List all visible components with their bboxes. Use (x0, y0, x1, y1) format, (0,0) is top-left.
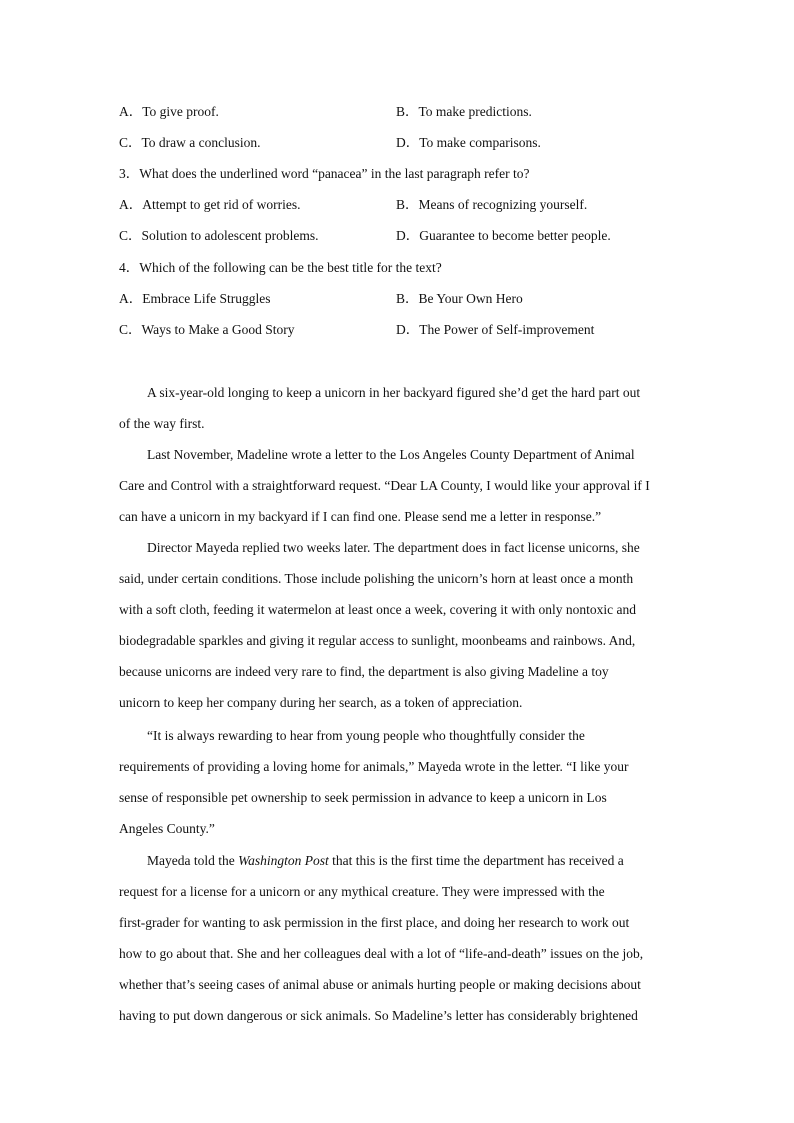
paragraph-line: said, under certain conditions. Those include polishing the unicorn’s horn at least once a month (119, 571, 634, 586)
q3-options-row-1 (119, 195, 679, 215)
q3-option-d[interactable]: D．Guarantee to become better people. (396, 228, 611, 243)
text-fragment: that this is the first time the department has received a (328, 853, 624, 868)
text-fragment: Mayeda told the (147, 853, 239, 868)
paragraph-line: whether that’s seeing cases of animal abuse or animals hurting people or making decisions about (119, 977, 641, 992)
paragraph-line (119, 845, 675, 876)
q4-option-d[interactable]: D．The Power of Self-improvement (396, 322, 595, 337)
paragraph-line: because unicorns are indeed very rare to find, the department is also giving Madeline a toy (119, 664, 609, 679)
paragraph-line: A six-year-old longing to keep a unicorn in her backyard figured she’d get the hard part out (147, 385, 641, 400)
paragraph-line: Last November, Madeline wrote a letter to the Los Angeles County Department of Animal (147, 447, 635, 462)
paragraph-line: of the way first. (119, 416, 205, 431)
q2-option-c[interactable]: C．To draw a conclusion. (119, 135, 261, 150)
paragraph-line: Director Mayeda replied two weeks later. The department does in fact license unicorns, she (147, 540, 640, 555)
paragraph-line: “It is always rewarding to hear from young people who thoughtfully consider the (147, 728, 585, 743)
paragraph-line: Care and Control with a straightforward request. “Dear LA County, I would like your approval if I (119, 478, 650, 493)
newspaper-name: Washington Post (238, 853, 329, 868)
q3-text: 3．What does the underlined word “panacea” in the last paragraph refer to? (119, 166, 530, 181)
q4-option-a[interactable]: A．Embrace Life Struggles (119, 291, 271, 306)
q4-option-c[interactable]: C．Ways to Make a Good Story (119, 322, 295, 337)
paragraph-line: first-grader for wanting to ask permission in the first place, and doing her research to work out (119, 915, 630, 930)
q3-option-a[interactable]: A．Attempt to get rid of worries. (119, 197, 301, 212)
paragraph-line: can have a unicorn in my backyard if I can find one. Please send me a letter in response.” (119, 509, 602, 524)
q4-options-row-1 (119, 289, 679, 309)
q2-options-row-1 (119, 102, 679, 122)
q3-option-b[interactable]: B．Means of recognizing yourself. (396, 197, 588, 212)
q4-options-row-2 (119, 320, 679, 340)
q4-option-b[interactable]: B．Be Your Own Hero (396, 291, 523, 306)
paragraph-line: how to go about that. She and her colleagues deal with a lot of “life-and-death” issues on the job, (119, 946, 644, 961)
passage-paragraph-2 (119, 439, 675, 532)
paragraph-line: Angeles County.” (119, 821, 215, 836)
paragraph-line: request for a license for a unicorn or any mythical creature. They were impressed with the (119, 884, 605, 899)
paragraph-line: with a soft cloth, feeding it watermelon at least once a week, covering it with only nontoxic and (119, 602, 636, 617)
q2-options-row-2 (119, 133, 679, 153)
q4-text: 4．Which of the following can be the best title for the text? (119, 260, 442, 275)
q2-option-b[interactable]: B．To make predictions. (396, 104, 532, 119)
q2-option-a[interactable]: A．To give proof. (119, 104, 219, 119)
paragraph-line: unicorn to keep her company during her search, as a token of appreciation. (119, 695, 523, 710)
passage-paragraph-3 (119, 532, 675, 718)
passage-paragraph-4 (119, 720, 675, 844)
passage-paragraph-1 (119, 377, 675, 439)
passage-paragraph-5 (119, 845, 675, 1031)
q2-option-d[interactable]: D．To make comparisons. (396, 135, 541, 150)
paragraph-line: having to put down dangerous or sick animals. So Madeline’s letter has considerably brightened (119, 1008, 638, 1023)
paragraph-line: biodegradable sparkles and giving it regular access to sunlight, moonbeams and rainbows. And, (119, 633, 636, 648)
q3-option-c[interactable]: C．Solution to adolescent problems. (119, 228, 319, 243)
q3-options-row-2 (119, 226, 679, 246)
paragraph-line: requirements of providing a loving home for animals,” Mayeda wrote in the letter. “I like your (119, 759, 629, 774)
paragraph-line: sense of responsible pet ownership to seek permission in advance to keep a unicorn in Los (119, 790, 607, 805)
